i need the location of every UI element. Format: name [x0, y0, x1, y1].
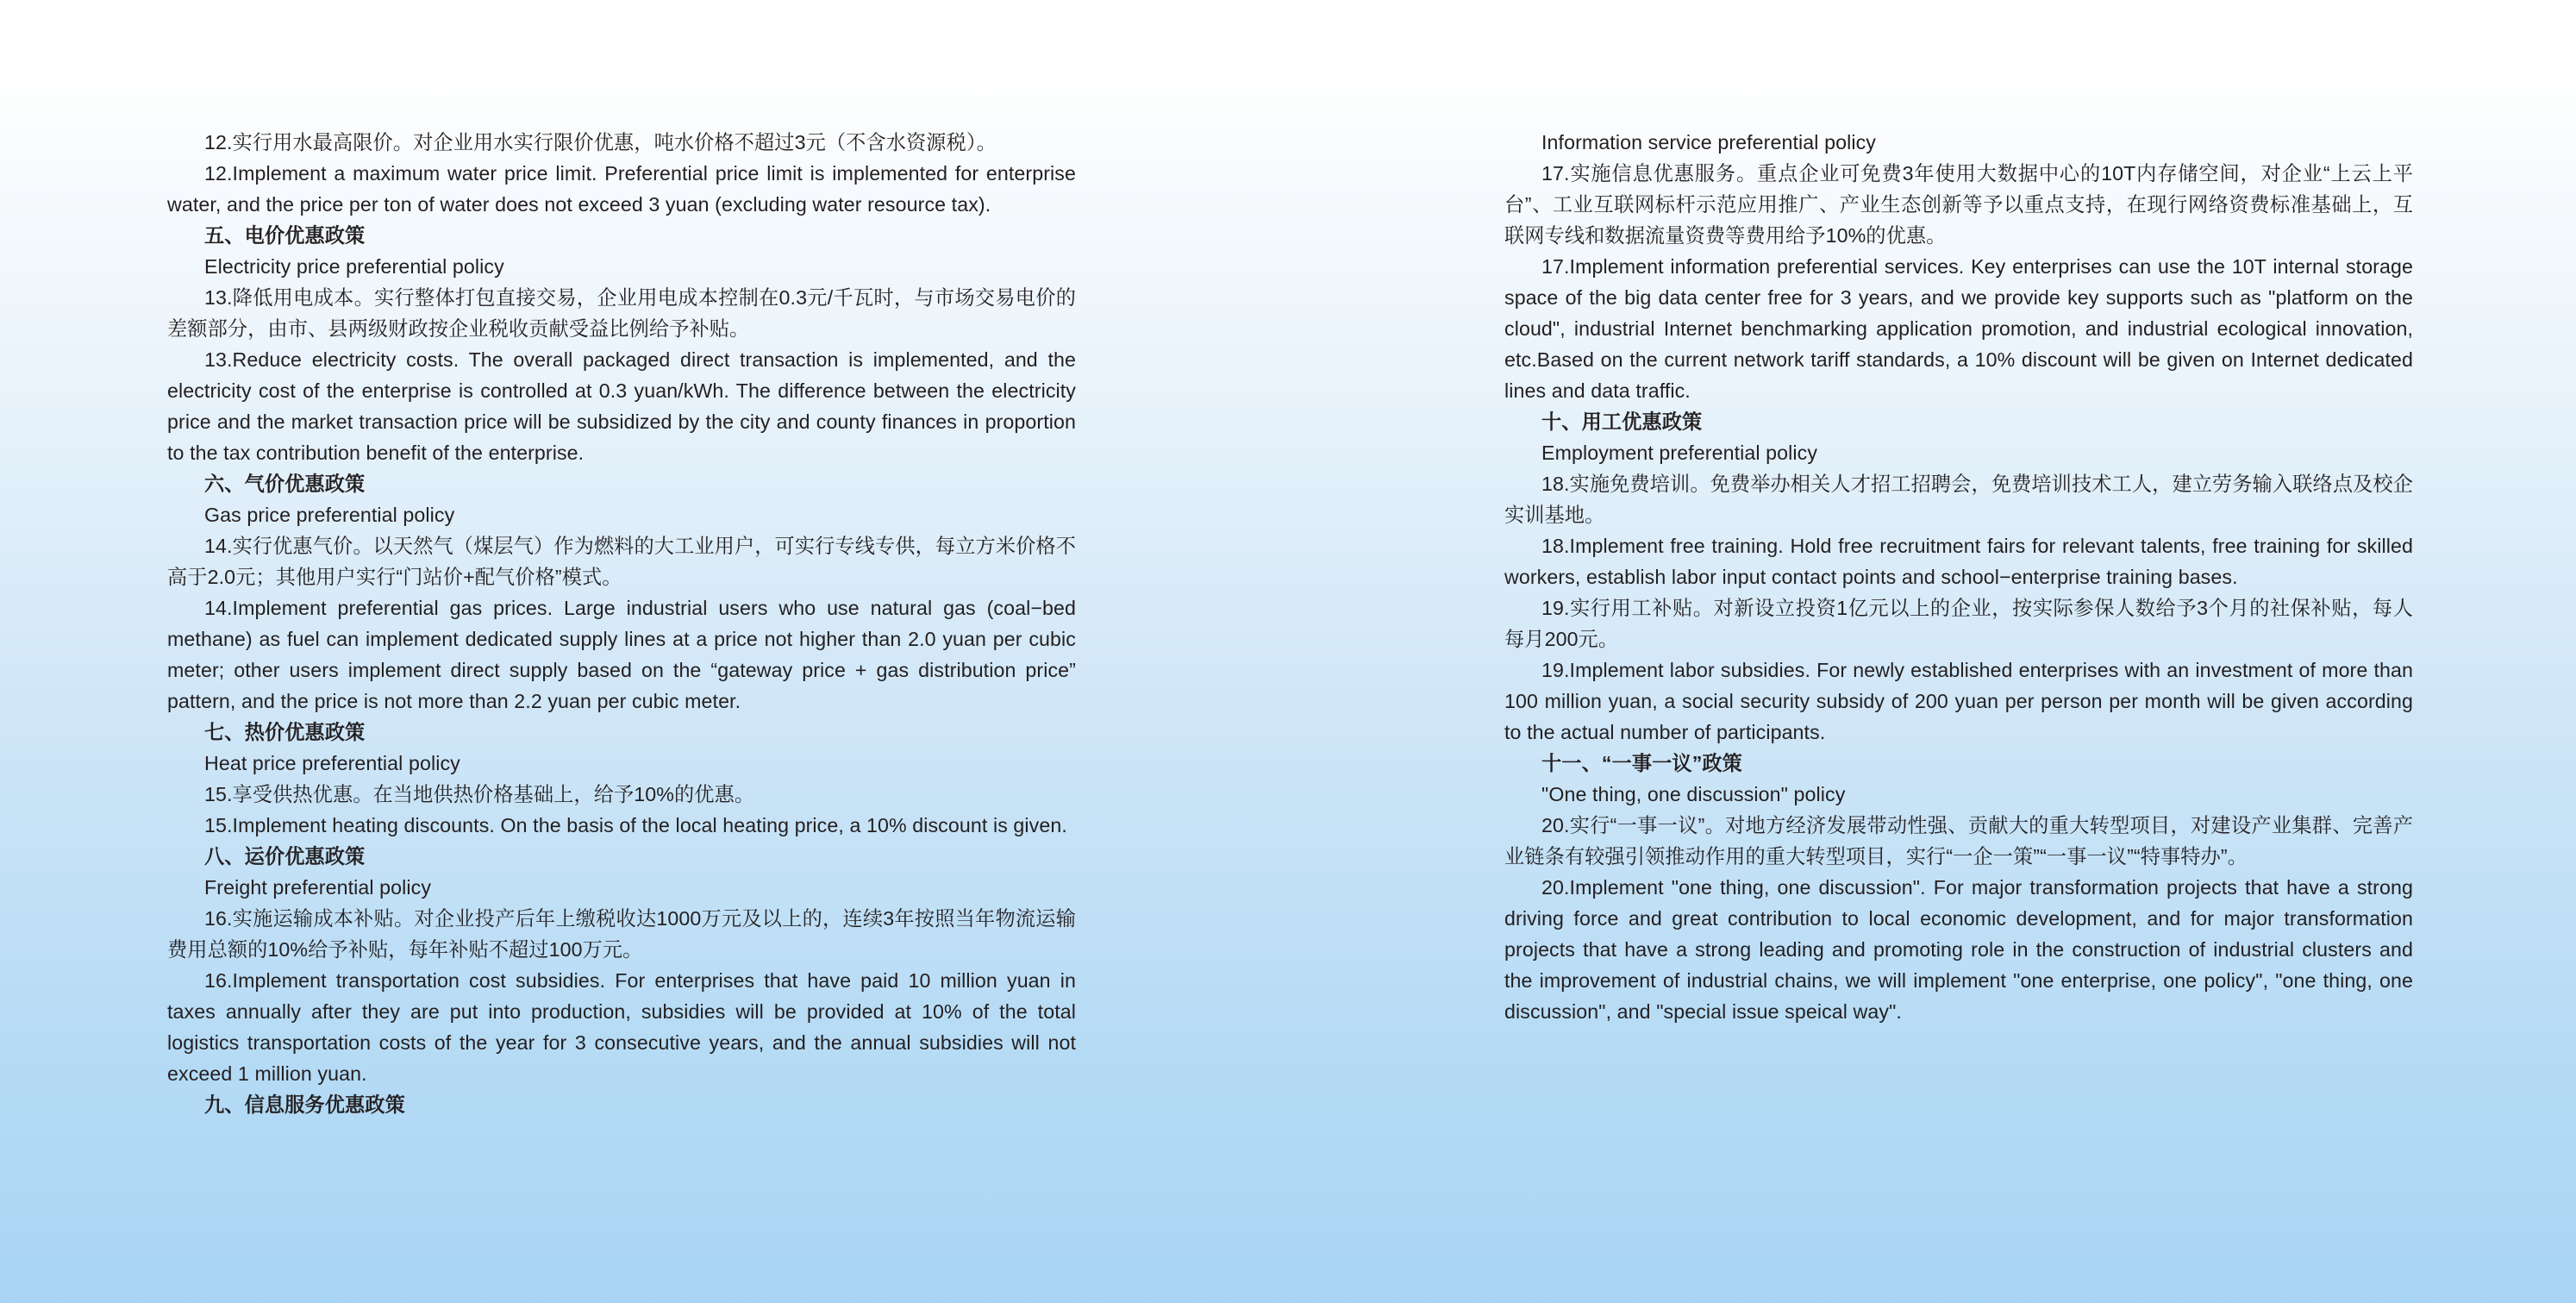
gas-price-zh: 14.实行优惠气价。以天然气（煤层气）作为燃料的大工业用户，可实行专线专供，每立方米价格不高于2.0元；其他用户实行“门站价+配气价格”模式。: [167, 535, 1076, 588]
info-service-zh: 17.实施信息优惠服务。重点企业可免费3年使用大数据中心的10T内存储空间，对企业“上云上平台”、工业互联网标杆示范应用推广、产业生态创新等予以重点支持，在现行网络资费标准基础上，互联网专线和数据流量资费等费用给予10%的优惠。: [1504, 162, 2413, 247]
labor-subsidy-zh: 19.实行用工补贴。对新设立投资1亿元以上的企业，按实际参保人数给予3个月的社保补贴，每人每月200元。: [1504, 597, 2413, 650]
labor-subsidy-en: 19.Implement labor subsidies. For newly established enterprises with an investment of more than 100 million yuan, a social security subsidy of 200 yuan per person per month will be given according to the actual number of participants.: [1504, 659, 2413, 743]
employment-heading-zh: 十、用工优惠政策: [1541, 410, 1703, 433]
heating-discount-zh: 15.享受供热优惠。在当地供热价格基础上，给予10%的优惠。: [204, 783, 755, 805]
one-thing-policy-zh: 20.实行“一事一议”。对地方经济发展带动性强、贡献大的重大转型项目，对建设产业集群、完善产业链条有较强引领推动作用的重大转型项目，实行“一企一策”“一事一议”“特事特办”。: [1504, 814, 2413, 868]
right-page: [1504, 127, 2413, 1027]
gas-heading-zh: 六、气价优惠政策: [204, 473, 366, 495]
water-price-zh: 12.实行用水最高限价。对企业用水实行限价优惠，吨水价格不超过3元（不含水资源税）。: [204, 131, 997, 153]
heating-discount-en: 15.Implement heating discounts. On the basis of the local heating price, a 10% discount is given.: [204, 814, 1067, 836]
one-thing-policy-en: 20.Implement "one thing, one discussion". For major transformation projects that have a strong driving force and great contribution to local economic development, and for major transformation projects that have a strong leading and promoting role in the construction of industrial clusters and the improvement of industrial chains, we will implement "one enterprise, one policy", "one thing, one discussion", and "special issue speical way".: [1504, 876, 2413, 1023]
one-thing-heading-en: "One thing, one discussion" policy: [1541, 783, 1846, 805]
electricity-heading-zh: 五、电价优惠政策: [204, 224, 366, 247]
info-service-heading-zh: 九、信息服务优惠政策: [204, 1093, 405, 1116]
one-thing-heading-zh: 十一、“一事一议”政策: [1541, 752, 1742, 774]
left-page: [167, 127, 1076, 1120]
heat-heading-en: Heat price preferential policy: [204, 752, 460, 774]
gas-price-en: 14.Implement preferential gas prices. Large industrial users who use natural gas (coal−bed methane) as fuel can implement dedicated supply lines at a price not higher than 2.0 yuan per cubic meter; other users implement direct supply based on the “gateway price + gas distribution price” pattern, and the price is not more than 2.2 yuan per cubic meter.: [167, 597, 1076, 712]
heat-heading-zh: 七、热价优惠政策: [204, 721, 366, 743]
info-service-heading-en: Information service preferential policy: [1541, 131, 1876, 153]
electricity-heading-en: Electricity price preferential policy: [204, 255, 504, 278]
water-price-en: 12.Implement a maximum water price limit. Preferential price limit is implemented for enterprise water, and the price per ton of water does not exceed 3 yuan (excluding water resource tax).: [167, 162, 1076, 216]
electricity-cost-en: 13.Reduce electricity costs. The overall packaged direct transaction is implemented, and the electricity cost of the enterprise is controlled at 0.3 yuan/kWh. The difference between the electricity price and the market transaction price will be subsidized by the city and county finances in proportion to the tax contribution benefit of the enterprise.: [167, 348, 1076, 464]
freight-heading-en: Freight preferential policy: [204, 876, 432, 899]
transport-subsidy-zh: 16.实施运输成本补贴。对企业投产后年上缴税收达1000万元及以上的，连续3年按照当年物流运输费用总额的10%给予补贴，每年补贴不超过100万元。: [167, 907, 1076, 961]
gas-heading-en: Gas price preferential policy: [204, 504, 455, 526]
electricity-cost-zh: 13.降低用电成本。实行整体打包直接交易，企业用电成本控制在0.3元/千瓦时，与市场交易电价的差额部分，由市、县两级财政按企业税收贡献受益比例给予补贴。: [167, 286, 1076, 340]
transport-subsidy-en: 16.Implement transportation cost subsidies. For enterprises that have paid 10 million yuan in taxes annually after they are put into production, subsidies will be provided at 10% of the total logistics transportation costs of the year for 3 consecutive years, and the annual subsidies will not exceed 1 million yuan.: [167, 969, 1076, 1085]
freight-heading-zh: 八、运价优惠政策: [204, 845, 366, 868]
free-training-en: 18.Implement free training. Hold free recruitment fairs for relevant talents, free training for skilled workers, establish labor input contact points and school−enterprise training bases.: [1504, 535, 2413, 588]
info-service-en: 17.Implement information preferential services. Key enterprises can use the 10T internal storage space of the big data center free for 3 years, and we provide key supports such as "platform on the cloud", industrial Internet benchmarking application promotion, and industrial ecological innovation, etc.Based on the current network tariff standards, a 10% discount will be given on Internet dedicated lines and data traffic.: [1504, 255, 2413, 402]
free-training-zh: 18.实施免费培训。免费举办相关人才招工招聘会，免费培训技术工人，建立劳务输入联络点及校企实训基地。: [1504, 473, 2413, 526]
employment-heading-en: Employment preferential policy: [1541, 442, 1818, 464]
